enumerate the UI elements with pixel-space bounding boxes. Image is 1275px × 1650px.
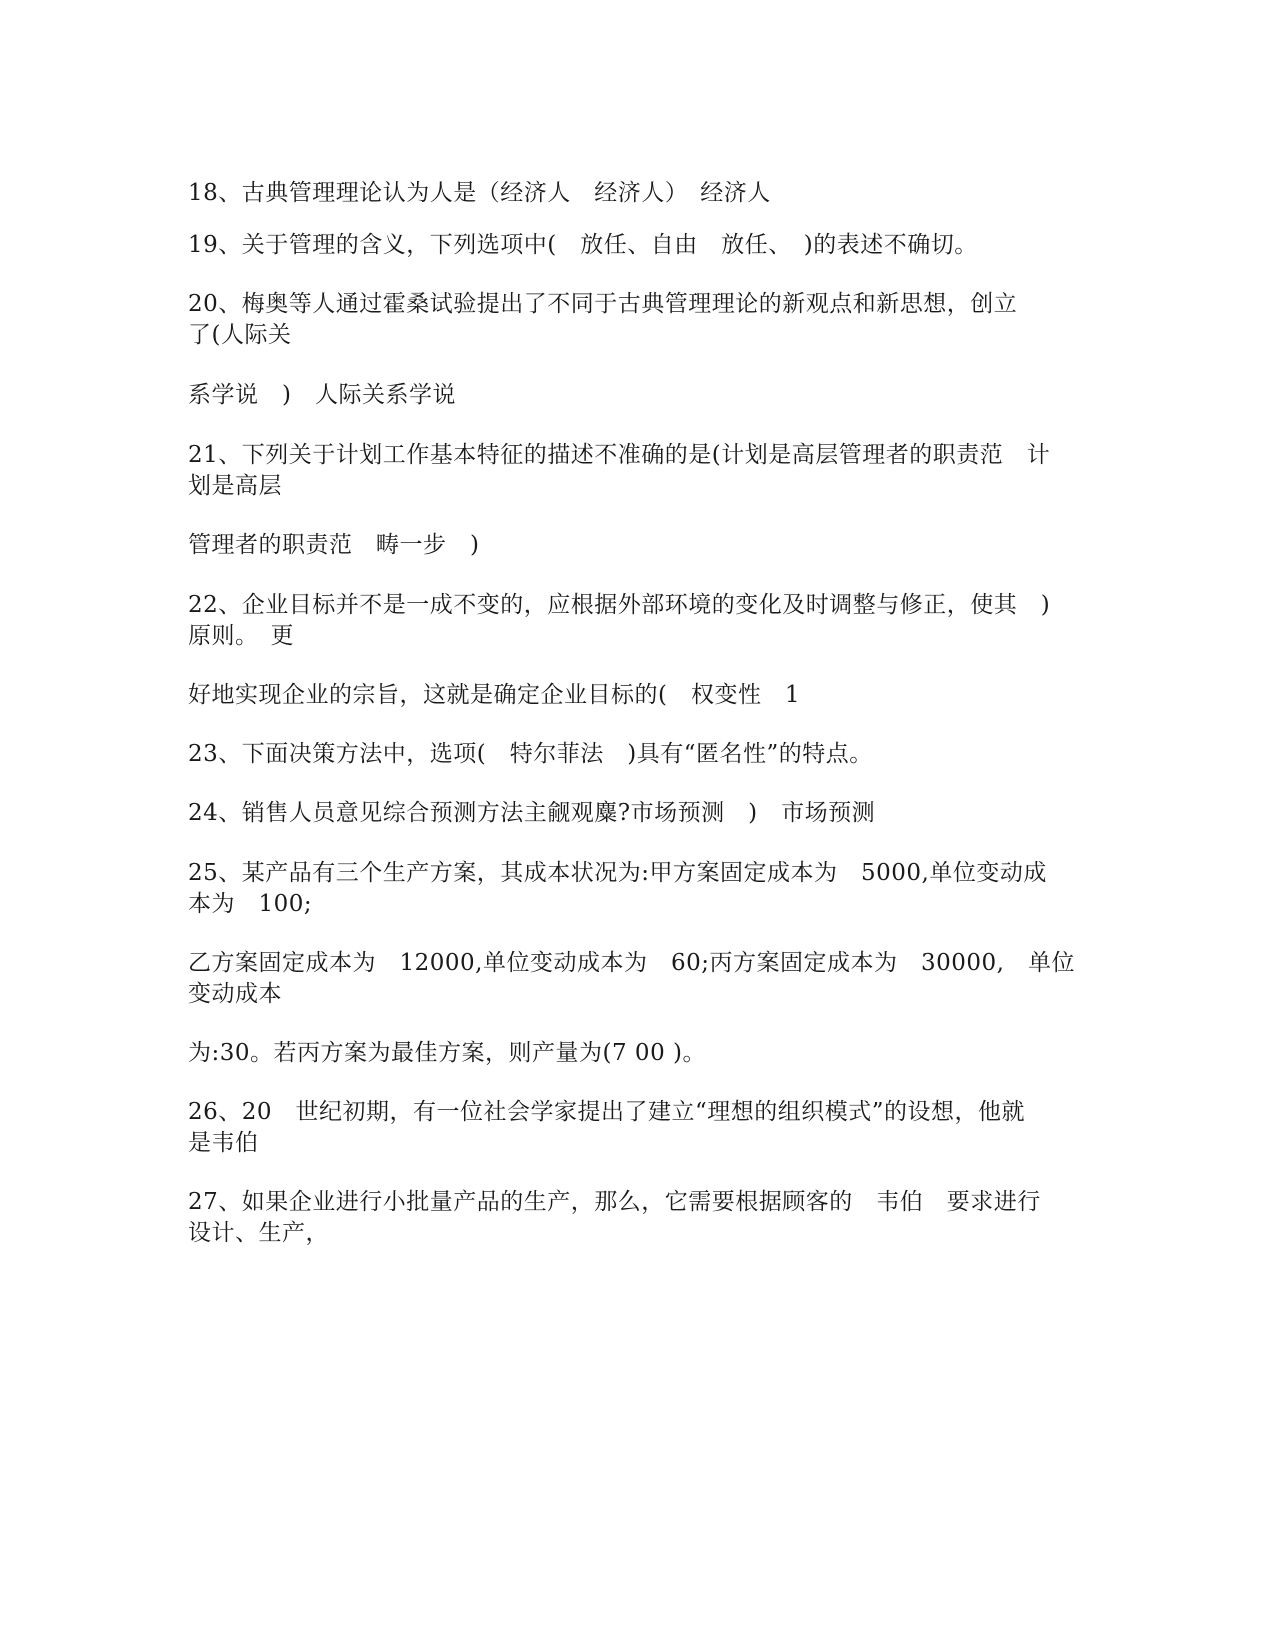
question-25: 25、某产品有三个生产方案，其成本状况为:甲方案固定成本为 5000,单位变动成 本为 100; [188,860,1047,917]
question-20: 20、梅奥等人通过霍桑试验提出了不同于古典管理理论的新观点和新思想，创立 了(人际关 [188,291,1018,348]
question-25-answer: 为:30。若丙方案为最佳方案，则产量为(7 00 )。 [188,1040,706,1066]
question-26: 26、20 世纪初期，有一位社会学家提出了建立“理想的组织模式”的设想，他就 是韦伯 [188,1099,1026,1156]
question-20-continuation: 系学说 ) 人际关系学说 [188,382,456,408]
question-25-continuation: 乙方案固定成本为 12000,单位变动成本为 60;丙方案固定成本为 30000, 单位 变动成本 [188,950,1075,1007]
question-23: 23、下面决策方法中，选项( 特尔菲法 )具有“匿名性”的特点。 [188,741,873,767]
question-27: 27、如果企业进行小批量产品的生产，那么，它需要根据顾客的 韦伯 要求进行 设计、生产， [188,1189,1041,1246]
question-22-continuation: 好地实现企业的宗旨，这就是确定企业目标的( 权变性 1 [188,682,801,708]
question-21: 21、下列关于计划工作基本特征的描述不准确的是(计划是高层管理者的职责范 计 划是高层 [188,442,1051,499]
question-22: 22、企业目标并不是一成不变的，应根据外部环境的变化及时调整与修正，使其 ) 原则。 更 [188,592,1051,649]
question-24: 24、销售人员意见综合预测方法主觎观麋?市场预测 ) 市场预测 [188,800,876,826]
question-18: 18、古典管理理论认为人是（经济人 经济人） 经济人 [188,180,771,206]
question-19: 19、关于管理的含义，下列选项中( 放任、自由 放任、 )的表述不确切。 [188,232,978,258]
question-21-continuation: 管理者的职责范 畴一步 ) [188,532,480,558]
